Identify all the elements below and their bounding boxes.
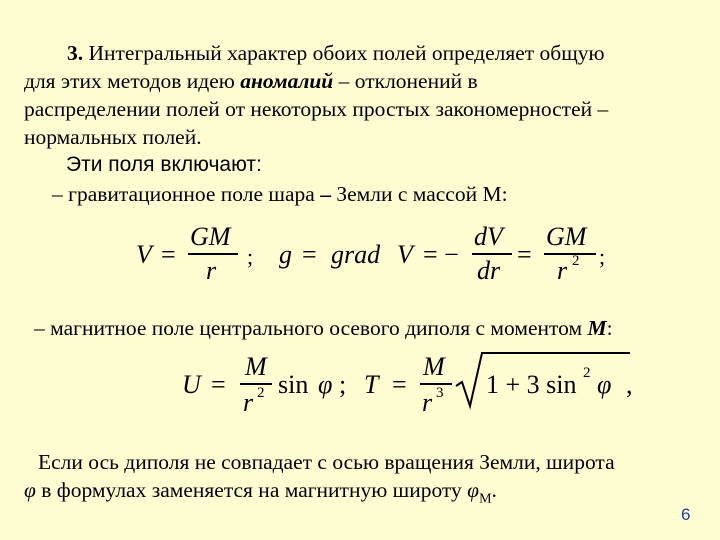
phi-m-subscript: М bbox=[479, 491, 492, 507]
phi-symbol: φ bbox=[24, 478, 36, 502]
item-number: 3. bbox=[67, 41, 84, 65]
f2-T: T bbox=[364, 370, 379, 399]
para1-line2 bbox=[24, 68, 478, 94]
last-para-dot: . bbox=[491, 478, 497, 502]
para1-text-2a: для этих методов идею bbox=[24, 69, 241, 93]
f2-comma: , bbox=[626, 370, 633, 399]
f1-grad: grad bbox=[331, 240, 381, 269]
f2-exponent-3: 2 bbox=[583, 365, 591, 381]
page-number: 6 bbox=[681, 505, 691, 524]
magnetic-text-a: – магнитное поле центрального осевого диполя с моментом bbox=[34, 316, 588, 340]
f1-dV: dV bbox=[474, 222, 503, 251]
f1-V: V bbox=[136, 240, 152, 269]
f2-root-expression: 1 + 3 sin bbox=[486, 370, 577, 399]
f1-eq2: = bbox=[302, 240, 317, 269]
f1-semicolon-2: ; bbox=[599, 244, 606, 269]
magnetic-line bbox=[34, 315, 613, 341]
f2-exponent-2: 3 bbox=[436, 385, 444, 401]
moment-symbol: M bbox=[587, 316, 607, 340]
para1-line3: распределении полей от некоторых простых закономерностей – bbox=[24, 97, 609, 121]
f2-eq1: = bbox=[211, 370, 226, 399]
anomaly-term: аномалий bbox=[240, 69, 334, 93]
gravity-text-a: – гравитационное поле шара bbox=[52, 182, 321, 206]
f2-phi2: φ bbox=[597, 370, 612, 399]
last-para-line1: Если ось диполя не совпадает с осью вращения Земли, широта bbox=[38, 450, 615, 474]
f1-eq4: = bbox=[517, 240, 532, 269]
f1-eq1: = bbox=[161, 240, 176, 269]
f2-U: U bbox=[182, 370, 201, 399]
para1-text-2c: – отклонений в bbox=[333, 69, 478, 93]
f1-exponent-2: 2 bbox=[572, 253, 580, 269]
f1-semicolon-1: ; bbox=[247, 244, 254, 269]
f1-r2-den: r bbox=[557, 256, 568, 285]
f1-eq3-minus: = − bbox=[423, 240, 459, 269]
f1-GM2-num: GM bbox=[546, 222, 587, 251]
f2-M-num: M bbox=[245, 352, 267, 381]
gravity-dash: – bbox=[320, 182, 331, 206]
f1-g: g bbox=[279, 240, 292, 269]
f1-fraction-bar-3 bbox=[544, 253, 596, 255]
f2-phi: φ bbox=[318, 370, 333, 399]
para1-line1 bbox=[67, 40, 605, 66]
f1-fraction-bar-2 bbox=[472, 253, 512, 255]
f1-V2: V bbox=[397, 240, 413, 269]
f1-GM-num: GM bbox=[190, 222, 231, 251]
f2-semicolon: ; bbox=[339, 370, 347, 399]
para1-line4: нормальных полей. bbox=[24, 125, 202, 149]
f2-r2-den: r bbox=[422, 388, 433, 417]
gravity-text-c: Земли с массой М: bbox=[330, 182, 508, 206]
f2-exponent-1: 2 bbox=[257, 385, 265, 401]
phi-m-symbol: φ bbox=[467, 478, 480, 502]
f2-M2-num: M bbox=[423, 352, 445, 381]
f2-r-den: r bbox=[243, 388, 254, 417]
last-para-text: в формулах заменяется на магнитную широту bbox=[35, 478, 468, 502]
magnetic-colon: : bbox=[606, 316, 613, 340]
include-heading: Эти поля включают: bbox=[66, 153, 262, 176]
f2-eq2: = bbox=[392, 370, 407, 399]
f1-r-den: r bbox=[206, 256, 217, 285]
para1-text-1: Интегральный характер обоих полей определяет общую bbox=[83, 41, 605, 65]
last-para-line2 bbox=[24, 477, 497, 512]
f1-dr: dr bbox=[477, 256, 501, 285]
f2-fraction-bar-1 bbox=[240, 383, 272, 385]
f1-fraction-bar-1 bbox=[188, 253, 238, 255]
f2-sin: sin bbox=[278, 370, 309, 399]
gravity-line bbox=[52, 181, 508, 207]
